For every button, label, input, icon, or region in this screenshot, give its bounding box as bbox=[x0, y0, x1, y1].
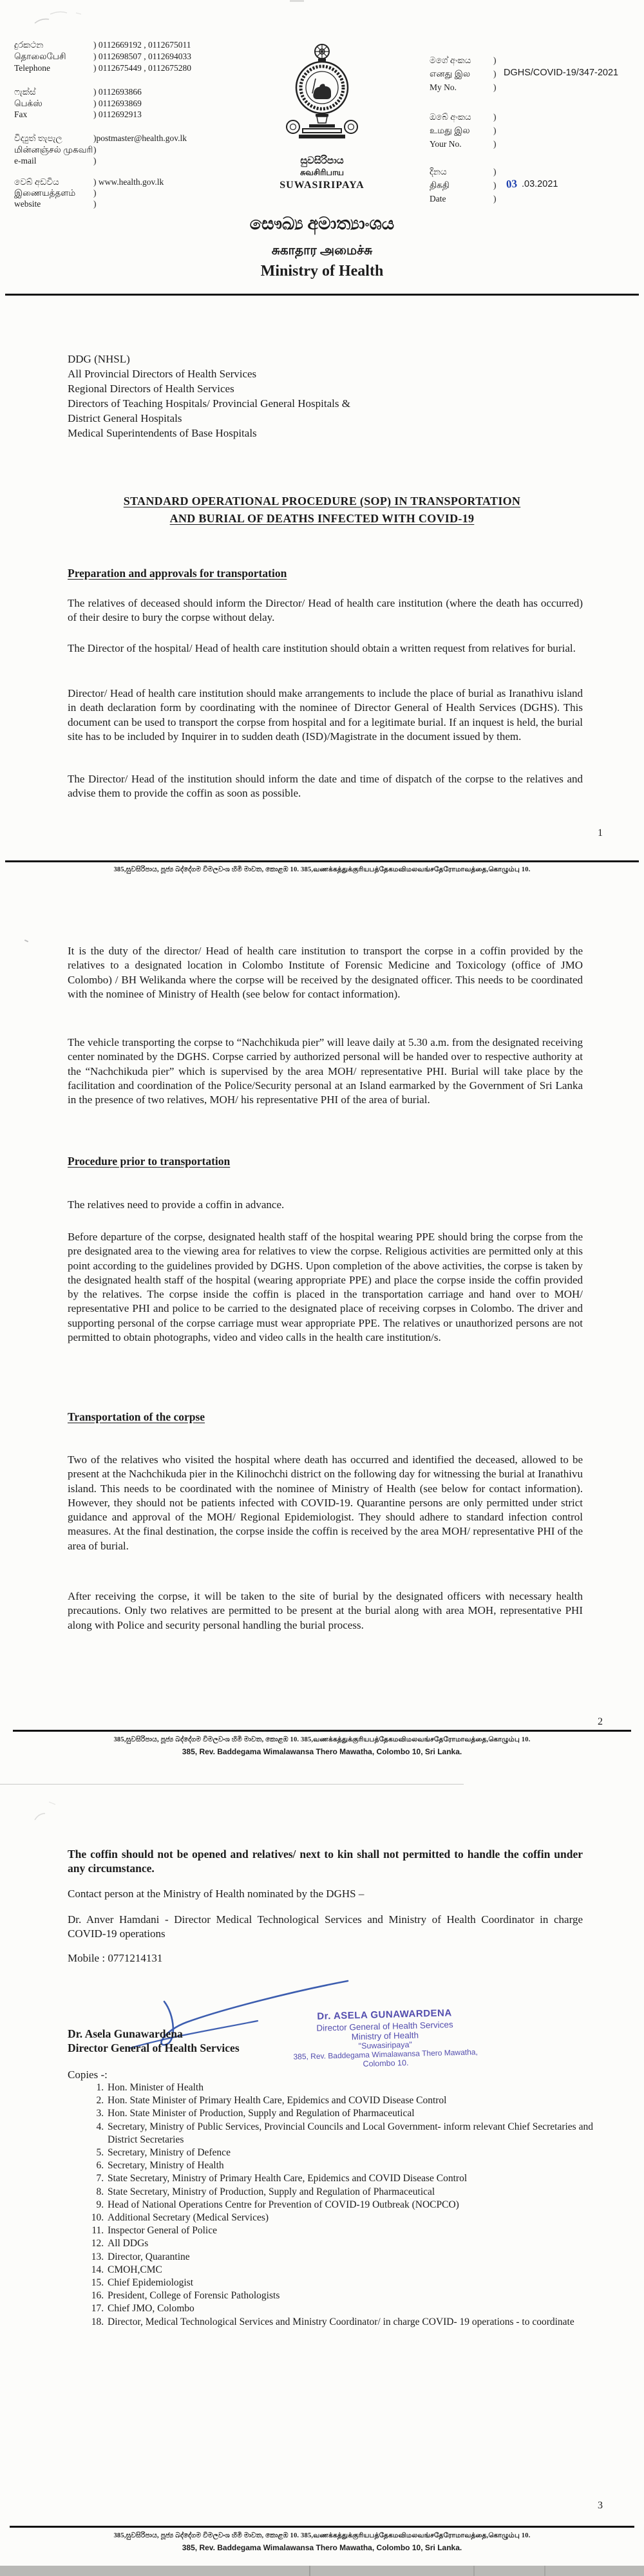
website-value-1: ) www.health.gov.lk bbox=[93, 177, 164, 187]
copies-item: 17. Chief JMO, Colombo bbox=[106, 2302, 602, 2315]
addressee-line: DDG (NHSL) bbox=[68, 353, 130, 365]
page-1 bbox=[0, 0, 644, 902]
footer-address-native: 385,සුවසිරිපාය, පූජ්‍ය බද්දේගම විමලවංශ හිමි මාවත, කොළඹ 10. 385,வணக்கத்துக்குரியபத்தேகமவிமலவங்சதேரோமாவத்தை,கொழும்பு 10. bbox=[113, 866, 531, 873]
scan-strip-seam bbox=[544, 2566, 545, 2576]
copies-item: 10. Additional Secretary (Medical Services) bbox=[106, 2211, 602, 2224]
footer-address-english: 385, Rev. Baddegama Wimalawansa Thero Mawatha, Colombo 10, Sri Lanka. bbox=[182, 2543, 462, 2552]
stamp-line: Director General of Health Services bbox=[316, 2020, 453, 2033]
section-heading-procedure-prior: Procedure prior to transportation bbox=[68, 1155, 231, 1168]
copies-label: Copies -: bbox=[68, 2069, 108, 2081]
page-number: 2 bbox=[598, 1716, 603, 1727]
scan-artifact-dash bbox=[290, 0, 304, 2]
body-paragraph: Two of the relatives who visited the hospital where death has occurred and identified the deceased, allowed to be present at the Nachchikuda pier in the Kilinochchi district on the following day for witnessing the burial at Iranathivu island. This needs to be coordinated with the nominee of Ministry of Health (see below for contact information). However, they should not be patients infected with COVID-19. Quarantine persons are only permitted under strict guidance and approval of the MOH/ Regional Epidemiologist. They should adhere to standard infection control measures. At the final destination, the corpse inside the coffin is received by the area MOH/ representative PHI of the area of burial. bbox=[68, 1454, 583, 1552]
telephone-label-ta: தொலைபேசி bbox=[14, 52, 66, 61]
my-no-bracket-3: ) bbox=[493, 82, 497, 92]
contact-intro: Contact person at the Ministry of Health nominated by the DGHS – bbox=[68, 1888, 365, 1900]
fax-label-si: ෆැක්ස් bbox=[14, 87, 36, 97]
my-no-label-si: මගේ අංකය bbox=[430, 55, 471, 65]
email-value-1: )postmaster@health.gov.lk bbox=[93, 133, 187, 143]
mobile-number: Mobile : 0771214131 bbox=[68, 1952, 163, 1964]
pencil-smudge bbox=[31, 6, 89, 30]
copies-item: 18. Director, Medical Technological Services and Ministry Coordinator/ in charge COVID- 19 operations - to coordinate bbox=[106, 2316, 602, 2329]
bold-note-paragraph: The coffin should not be opened and relatives/ next to kin shall not permitted to handle the coffin under any circumstance. bbox=[68, 1848, 583, 1875]
suwasiripaya-en: SUWASIRIPAYA bbox=[279, 180, 365, 191]
telephone-value-2: ) 0112698507 , 0112694033 bbox=[93, 52, 191, 61]
stamp-line: Ministry of Health bbox=[351, 2030, 419, 2042]
body-paragraph: The Director of the hospital/ Head of health care institution should obtain a written request from relatives for burial. bbox=[68, 642, 576, 654]
footer-divider bbox=[13, 1730, 631, 1732]
date-bracket-3: ) bbox=[493, 194, 497, 204]
email-label-ta: மின்னஞ்சல் முகவரி bbox=[14, 145, 93, 155]
stamp-line: Colombo 10. bbox=[363, 2058, 409, 2069]
website-label-en: website bbox=[14, 199, 41, 209]
ministry-title-en: Ministry of Health bbox=[260, 263, 384, 279]
body-paragraph: Director/ Head of health care institution should make arrangements to include the place of burial as Iranathivu island in death declaration form by coordinating with the nominee of Director General of Health Services (DGHS). This document can be used to transport the corpse from hospital and for a legitimate burial. If an inquest is held, the burial site has to be included by Inquirer in to sudden death (ISD)/Magistrate in the document issued by them. bbox=[68, 687, 583, 743]
telephone-label-en: Telephone bbox=[14, 63, 51, 73]
footer-divider bbox=[10, 2526, 634, 2528]
fax-label-ta: பெக்ஸ் bbox=[14, 99, 43, 108]
lion-glyph bbox=[313, 84, 331, 99]
copies-item: 7. State Secretary, Ministry of Primary Health Care, Epidemics and COVID Disease Control bbox=[106, 2172, 602, 2185]
addressee-line: Regional Directors of Health Services bbox=[68, 383, 234, 395]
footer-address-native: 385,සුවසිරිපාය, පූජ්‍ය බද්දේගම විමලවංශ හිමි මාවත, කොළඹ 10. 385,வணக்கத்துக்குரியபத்தேகமவிமலவங்சதேரோமாவத்தை,கொழும்பு 10. bbox=[113, 1736, 531, 1743]
page-2 bbox=[0, 902, 644, 1777]
my-no-label-ta: எனது இல bbox=[430, 69, 471, 79]
body-paragraph: Before departure of the corpse, designated health staff of the hospital wearing PPE should bring the corpse from the pre designated area to the viewing area for relatives to view the corpse. Religious activities are permitted only at this point according to the guidelines provided by DGHS. Upon completion of the above activities, the corpse is taken by the designated health staff of the hospital (wearing appropriate PPE) and place the corpse inside the coffin provided by the relatives. The corpse inside the coffin is placed in the transportation carriage and hand over to MOH/ representative PHI and police to be carried to the designated place of receiving corpses in Colombo. The driver and supporting personal of the corpse carriage must wear appropriate PPE. The relatives or unauthorized persons are not permitted to obtain photographs, video and video calls in the health care institution/s. bbox=[68, 1231, 583, 1344]
contact-person: Dr. Anver Hamdani - Director Medical Technological Services and Ministry of Health Coordinator in charge COVID-19 operations bbox=[68, 1913, 583, 1940]
copies-item: 1. Hon. Minister of Health bbox=[106, 2081, 602, 2094]
your-no-label-ta: உமது இல bbox=[430, 126, 470, 135]
footer-address-english: 385, Rev. Baddegama Wimalawansa Thero Mawatha, Colombo 10, Sri Lanka. bbox=[182, 1747, 462, 1756]
copies-item: 2. Hon. State Minister of Primary Health Care, Epidemics and COVID Disease Control bbox=[106, 2094, 602, 2107]
telephone-value-1: ) 0112669192 , 0112675011 bbox=[93, 40, 191, 50]
body-paragraph: The Director/ Head of the institution should inform the date and time of dispatch of the corpse to the relatives and advise them to provide the coffin as soon as possible. bbox=[68, 773, 583, 800]
fax-value-2: ) 0112693869 bbox=[93, 99, 142, 108]
copies-item: 14. CMOH,CMC bbox=[106, 2264, 602, 2277]
copies-item: 15. Chief Epidemiologist bbox=[106, 2277, 602, 2289]
my-no-bracket-1: ) bbox=[493, 55, 497, 65]
body-paragraph: The relatives of deceased should inform the Director/ Head of health care institution (where the death has occurred) of their desire to bury the corpse without delay. bbox=[68, 597, 583, 624]
addressee-line: Directors of Teaching Hospitals/ Provincial General Hospitals & bbox=[68, 397, 350, 410]
page-number: 1 bbox=[598, 828, 603, 838]
scan-strip-seam bbox=[309, 2566, 310, 2576]
date-day-handwritten: 03 bbox=[506, 177, 518, 191]
telephone-label-si: දුරකථන bbox=[14, 40, 44, 50]
date-bracket-1: ) bbox=[493, 167, 497, 176]
website-label-ta: இணையத்தளம் bbox=[14, 188, 76, 198]
stamp-line: 385, Rev. Baddegama Wimalawansa Thero Mawatha, bbox=[293, 2047, 478, 2061]
date-label-ta: திகதி bbox=[430, 180, 450, 190]
copies-item: 5. Secretary, Ministry of Defence bbox=[106, 2146, 602, 2159]
stamp-line: "Suwasiripaya" bbox=[358, 2040, 413, 2051]
document-title-line-1 bbox=[0, 495, 644, 508]
official-stamp bbox=[270, 2006, 500, 2070]
addressee-line: All Provincial Directors of Health Services bbox=[68, 368, 257, 380]
body-paragraph: The relatives need to provide a coffin in advance. bbox=[68, 1198, 285, 1211]
document-title-text-1: STANDARD OPERATIONAL PROCEDURE (SOP) IN TRANSPORTATION bbox=[123, 495, 521, 507]
copies-item: 9. Head of National Operations Centre for Prevention of COVID-19 Outbreak (NOCPCO) bbox=[106, 2199, 602, 2211]
copies-item: 12. All DDGs bbox=[106, 2237, 602, 2250]
addressee-line: District General Hospitals bbox=[68, 412, 182, 424]
body-paragraph: After receiving the corpse, it will be taken to the site of burial by the designated officers with necessary health precautions. Only two relatives are permitted to be present at the burial along with area MOH, representative PHI along with Police and security personal handling the burial process. bbox=[68, 1590, 583, 1631]
your-no-label-en: Your No. bbox=[430, 139, 462, 149]
my-no-value: DGHS/COVID-19/347-2021 bbox=[504, 68, 619, 78]
copies-item: 3. Hon. State Minister of Production, Supply and Regulation of Pharmaceutical bbox=[106, 2107, 602, 2120]
my-no-label-en: My No. bbox=[430, 82, 457, 92]
copies-item: 6. Secretary, Ministry of Health bbox=[106, 2159, 602, 2172]
scan-strip-seam bbox=[473, 2566, 475, 2576]
body-paragraph: It is the duty of the director/ Head of health care institution to transport the corpse in a coffin provided by the relatives to a designated location in Colombo Institute of Forensic Medicine and Toxicology (office of JMO Colombo) / BH Welikanda where the corpse will be received by the designated officer. This needs to be coordinated with the nominee of Ministry of Health (see below for contact information). bbox=[68, 945, 583, 1000]
copies-list bbox=[87, 2081, 602, 2329]
your-no-bracket-1: ) bbox=[493, 112, 497, 122]
your-no-bracket-2: ) bbox=[493, 126, 497, 135]
footer-address-native: 385,සුවසිරිපාය, පූජ්‍ය බද්දේගම විමලවංශ හිමි මාවත, කොළඹ 10. 385,வணக்கத்துக்குரியபத்தேகமவிமலவங்சதேரோமாவத்தை,கொழும்பு 10. bbox=[113, 2532, 531, 2539]
date-bracket-2: ) bbox=[493, 180, 497, 190]
fax-value-1: ) 0112693866 bbox=[93, 87, 142, 97]
scan-bottom-strip bbox=[0, 2566, 644, 2576]
scan-edge-line bbox=[0, 1784, 464, 1785]
pencil-smudge bbox=[30, 1794, 75, 1833]
footer-divider bbox=[5, 860, 639, 862]
sri-lanka-emblem bbox=[283, 41, 361, 152]
section-heading-transportation: Transportation of the corpse bbox=[68, 1410, 205, 1423]
header-divider bbox=[5, 294, 639, 296]
fax-label-en: Fax bbox=[14, 109, 28, 119]
copies-item: 8. State Secretary, Ministry of Production, Supply and Regulation of Pharmaceutical bbox=[106, 2186, 602, 2199]
ministry-title-si: සෞඛ්‍ය අමාත්‍යාංශය bbox=[249, 214, 395, 233]
copies-item: 16. President, College of Forensic Pathologists bbox=[106, 2289, 602, 2302]
email-label-en: e-mail bbox=[14, 156, 37, 166]
website-value-3: ) bbox=[93, 199, 97, 209]
email-value-3: ) bbox=[93, 156, 97, 166]
signatory-name: Dr. Asela Gunawardena bbox=[68, 2027, 183, 2040]
email-label-si: විද්‍යුත් තැපැල bbox=[14, 133, 62, 143]
your-no-bracket-3: ) bbox=[493, 139, 497, 149]
scan-artifact-tick bbox=[24, 940, 28, 942]
addressee-line: Medical Superintendents of Base Hospitals bbox=[68, 427, 257, 439]
section-heading-preparation: Preparation and approvals for transportation bbox=[68, 567, 287, 580]
my-no-bracket-2: ) bbox=[493, 69, 497, 79]
date-value: .03.2021 bbox=[522, 179, 558, 189]
body-paragraph: The vehicle transporting the corpse to “Nachchikuda pier” will leave daily at 5.30 a.m. from the designated receiving center nominated by the DGHS. Corpse carried by authorized personal will be handed over to respective authority at the “Nachchikuda pier” which is supervised by the area MOH/ representative PHI. Burial will take place by the facilitation and coordination of the Police/Security personal at an Island earmarked by the Government of Sri Lanka in the presence of two relatives, MOH/ his representative PHI of the area of burial. bbox=[68, 1036, 583, 1106]
page-3 bbox=[0, 1777, 644, 2576]
document-title-line-2 bbox=[0, 512, 644, 526]
document-title-text-2: AND BURIAL OF DEATHS INFECTED WITH COVID-19 bbox=[169, 512, 475, 525]
fax-value-3: ) 0112692913 bbox=[93, 109, 142, 119]
suwasiripaya-si: සුවසිරිපාය bbox=[300, 156, 344, 166]
copies-item: 11. Inspector General of Police bbox=[106, 2224, 602, 2237]
stamp-line: Dr. ASELA GUNAWARDENA bbox=[317, 2007, 452, 2022]
page-number: 3 bbox=[598, 2500, 603, 2511]
telephone-value-3: ) 0112675449 , 0112675280 bbox=[93, 63, 191, 73]
copies-item: 4. Secretary, Ministry of Public Services, Provincial Councils and Local Government- inform relevant Chief Secretaries and District Secretaries bbox=[106, 2121, 602, 2146]
suwasiripaya-ta: சுவசிரிபாய bbox=[299, 167, 345, 177]
date-label-en: Date bbox=[430, 194, 446, 204]
date-label-si: දිනය bbox=[430, 167, 447, 176]
website-value-2: ) bbox=[93, 188, 97, 198]
website-label-si: වෙබ් අඩවිය bbox=[14, 177, 59, 187]
your-no-label-si: ඔබේ අංකය bbox=[430, 112, 471, 122]
signatory-title: Director General of Health Services bbox=[68, 2041, 240, 2054]
copies-item: 13. Director, Quarantine bbox=[106, 2251, 602, 2264]
email-value-2: ) bbox=[93, 145, 97, 155]
ministry-title-ta: சுகாதார அமைச்சு bbox=[271, 243, 373, 258]
